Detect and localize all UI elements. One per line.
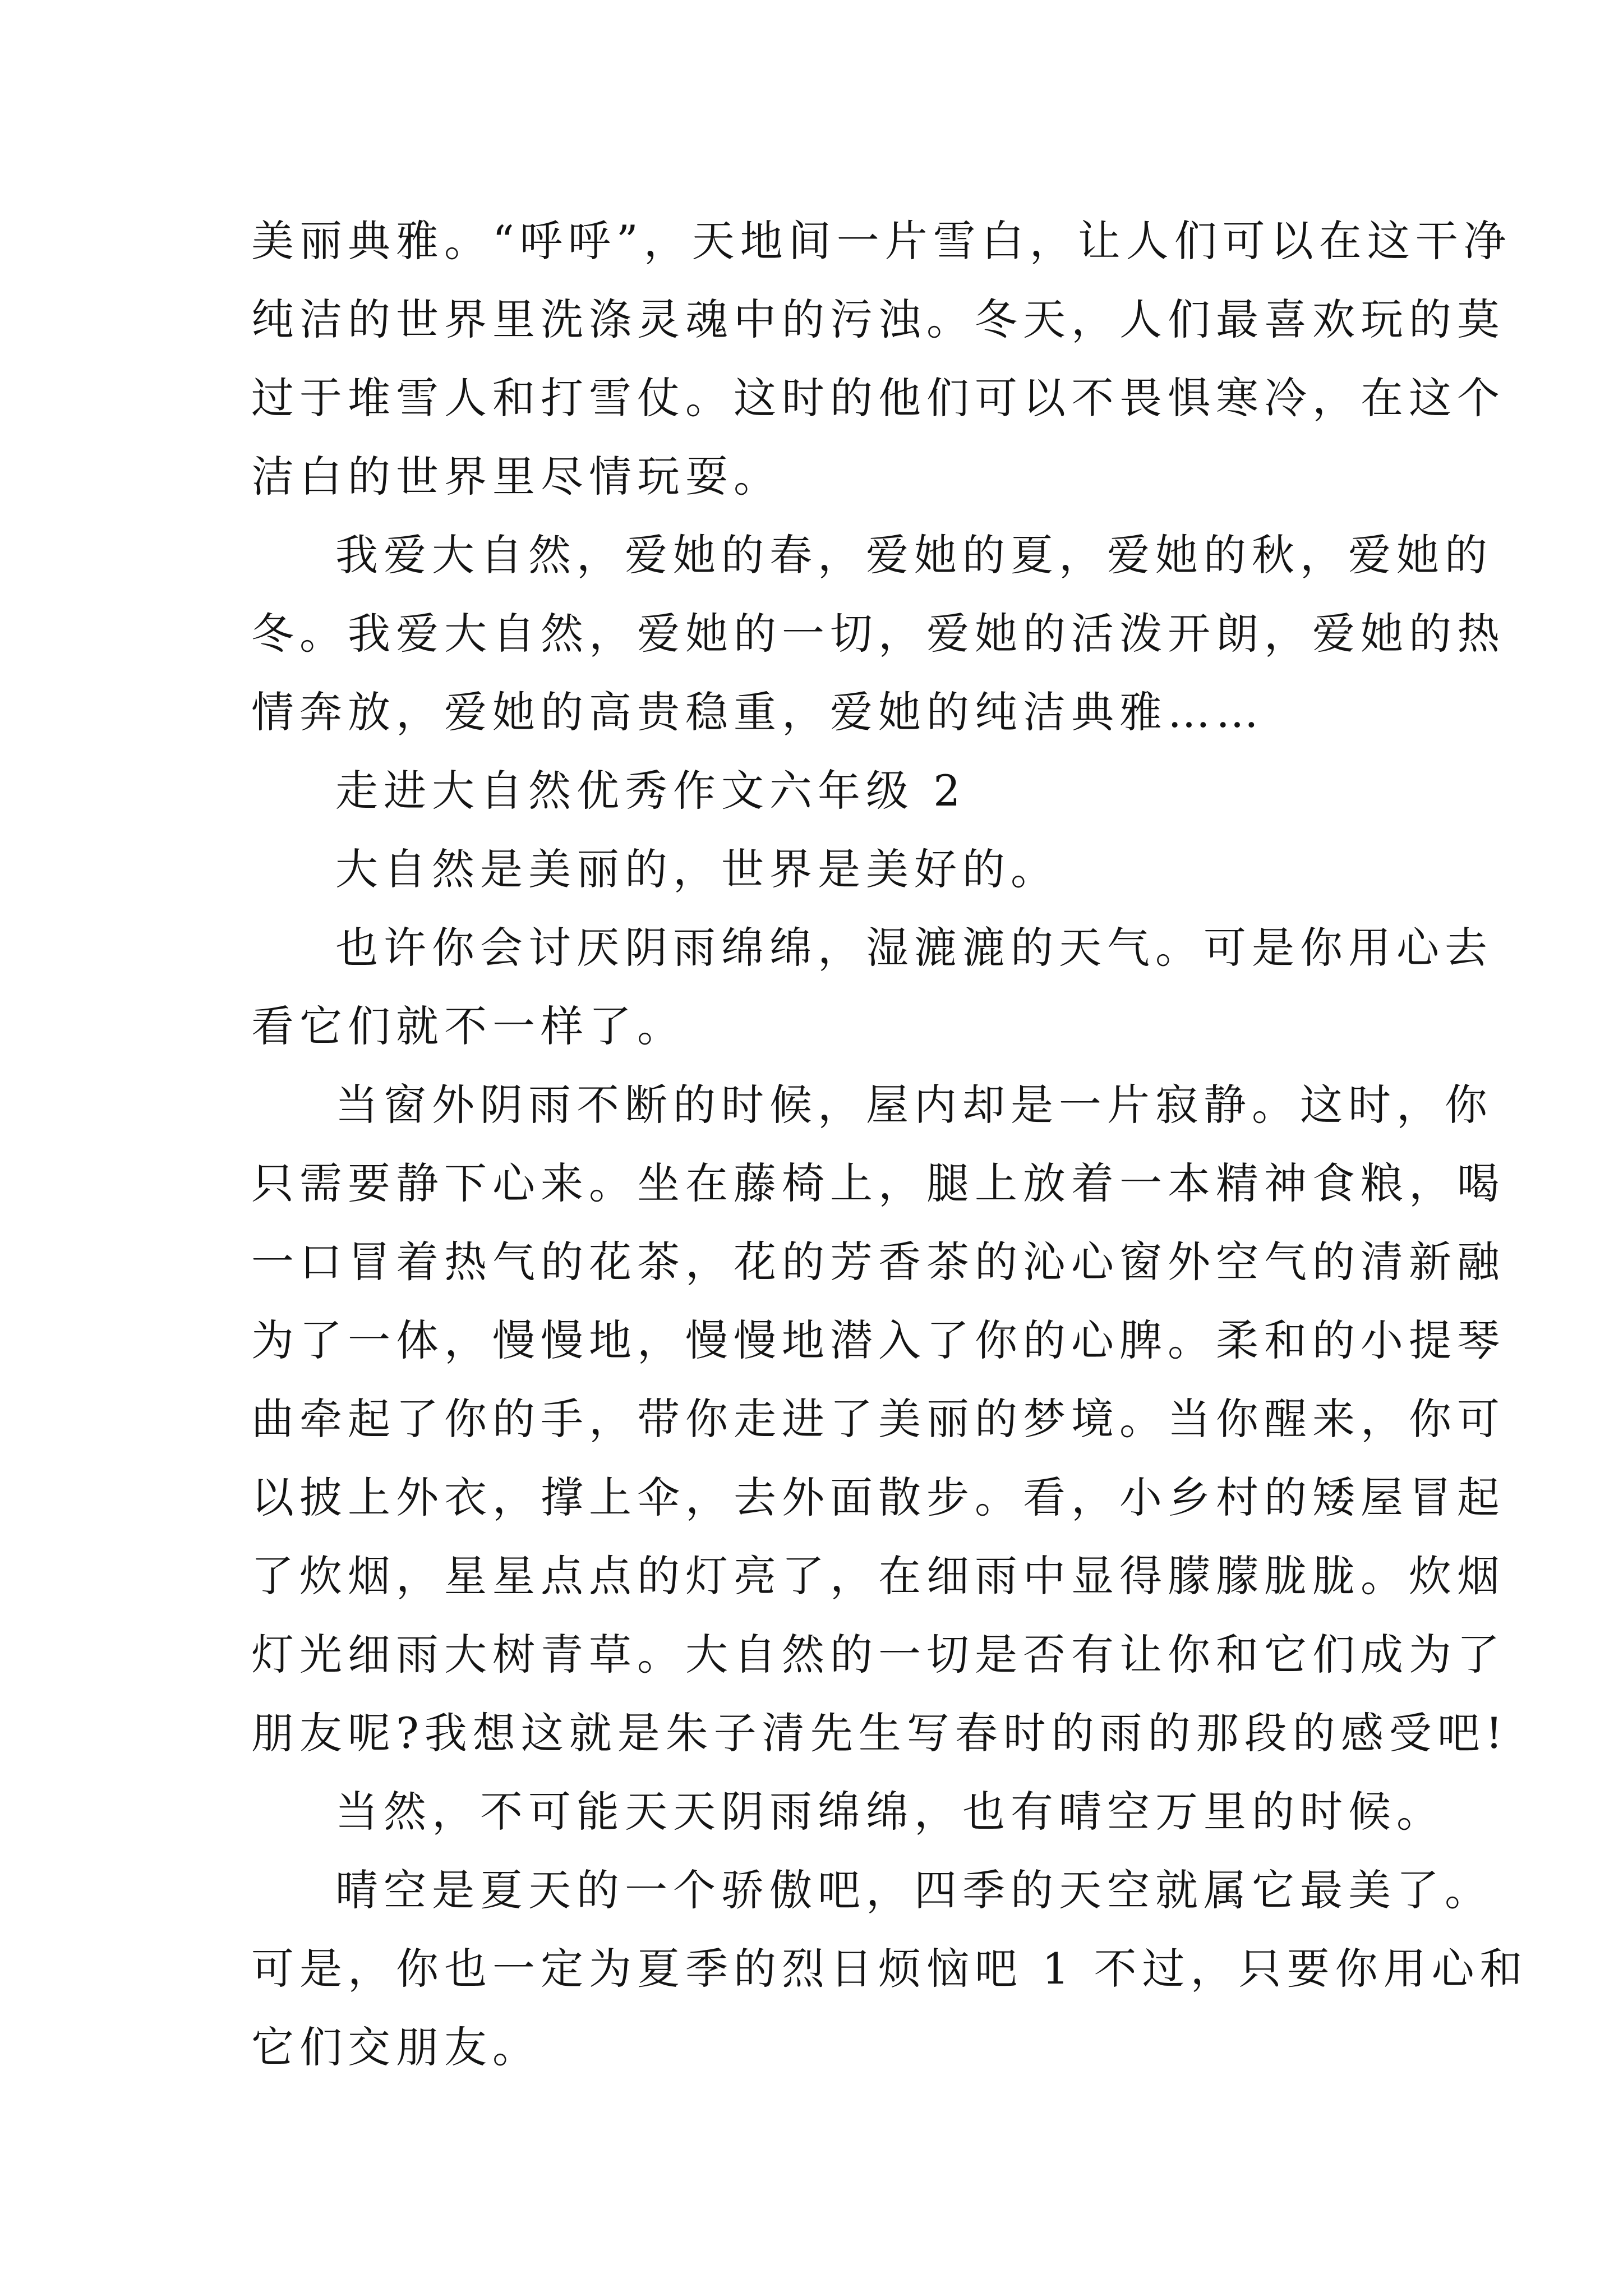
text-line: 当窗外阴雨不断的时候，屋内却是一片寂静。这时，你 <box>335 1080 1493 1130</box>
text-line: 过于堆雪人和打雪仗。这时的他们可以不畏惧寒冷，在这个 <box>251 373 1505 423</box>
text-line: 可是，你也一定为夏季的烈日烦恼吧 1 不过，只要你用心和 <box>251 1944 1528 1994</box>
text-line: 一口冒着热气的花茶，花的芳香茶的沁心窗外空气的清新融 <box>251 1237 1505 1287</box>
text-line: 当然，不可能天天阴雨绵绵，也有晴空万里的时候。 <box>335 1787 1445 1837</box>
text-line: 也许你会讨厌阴雨绵绵，湿漉漉的天气。可是你用心去 <box>335 923 1493 973</box>
text-line: 晴空是夏天的一个骄傲吧，四季的天空就属它最美了。 <box>335 1865 1493 1915</box>
text-line: 它们交朋友。 <box>251 2022 541 2072</box>
text-line: 美丽典雅。“呼呼”，天地间一片雪白，让人们可以在这干净 <box>251 216 1512 266</box>
text-line: 灯光细雨大树青草。大自然的一切是否有让你和它们成为了 <box>251 1630 1505 1680</box>
section-heading: 走进大自然优秀作文六年级 2 <box>335 766 966 816</box>
text-line: 看它们就不一样了。 <box>251 1001 685 1051</box>
text-line: 我爱大自然，爱她的春，爱她的夏，爱她的秋，爱她的 <box>335 530 1493 580</box>
text-line: 纯洁的世界里洗涤灵魂中的污浊。冬天，人们最喜欢玩的莫 <box>251 295 1505 344</box>
text-line: 洁白的世界里尽情玩耍。 <box>251 452 782 501</box>
text-line: 只需要静下心来。坐在藤椅上，腿上放着一本精神食粮，喝 <box>251 1158 1505 1208</box>
text-line: 以披上外衣，撑上伞，去外面散步。看，小乡村的矮屋冒起 <box>251 1473 1505 1522</box>
text-line: 大自然是美丽的，世界是美好的。 <box>335 844 1059 894</box>
text-line: 曲牵起了你的手，带你走进了美丽的梦境。当你醒来，你可 <box>251 1394 1505 1444</box>
text-line: 朋友呢?我想这就是朱子清先生写春时的雨的那段的感受吧! <box>251 1708 1509 1758</box>
text-line: 冬。我爱大自然，爱她的一切，爱她的活泼开朗，爱她的热 <box>251 609 1505 659</box>
text-line: 为了一体，慢慢地，慢慢地潜入了你的心脾。柔和的小提琴 <box>251 1315 1505 1365</box>
text-line: 情奔放，爱她的高贵稳重，爱她的纯洁典雅…… <box>251 687 1264 737</box>
text-line: 了炊烟，星星点点的灯亮了，在细雨中显得朦朦胧胧。炊烟 <box>251 1551 1505 1601</box>
